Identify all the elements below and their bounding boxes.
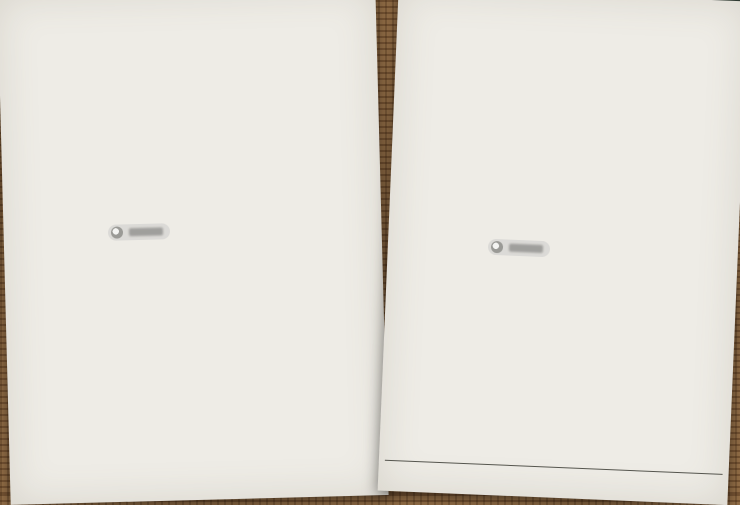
event1-record-grid xyxy=(31,35,347,43)
canlog-paragraph-1 xyxy=(422,12,726,25)
weibo-eye-icon xyxy=(491,241,503,253)
weibo-watermark xyxy=(488,239,551,258)
edr-chart-title xyxy=(422,9,726,22)
redaction-layer xyxy=(422,12,726,25)
canlog-steering-chart xyxy=(416,12,726,25)
edr-report-grid xyxy=(31,35,347,43)
canlog-paragraph-2 xyxy=(422,12,726,25)
report-page-11 xyxy=(378,0,740,505)
event-data-grid xyxy=(31,35,347,43)
redaction-layer xyxy=(31,35,347,43)
edr-report-table xyxy=(31,35,347,43)
event-data-continued-table xyxy=(422,4,726,17)
table-title xyxy=(31,35,347,43)
analysis-paragraph xyxy=(30,22,346,30)
table-title xyxy=(31,35,347,43)
table-title xyxy=(31,35,347,43)
event-data-table xyxy=(31,35,347,43)
canlog-chart-caption xyxy=(422,12,726,25)
edr-steering-chart xyxy=(462,11,726,22)
event-data-cont-grid xyxy=(422,4,726,17)
section-heading xyxy=(31,35,347,43)
canlog-heading xyxy=(430,12,726,24)
subsection-heading xyxy=(53,35,347,43)
footer-rule xyxy=(385,460,723,475)
weibo-eye-icon xyxy=(111,226,123,238)
watermark-blurred-name xyxy=(509,244,543,253)
watermark-blurred-name xyxy=(129,227,163,236)
event1-record-table xyxy=(31,35,347,43)
weibo-watermark xyxy=(108,223,170,241)
